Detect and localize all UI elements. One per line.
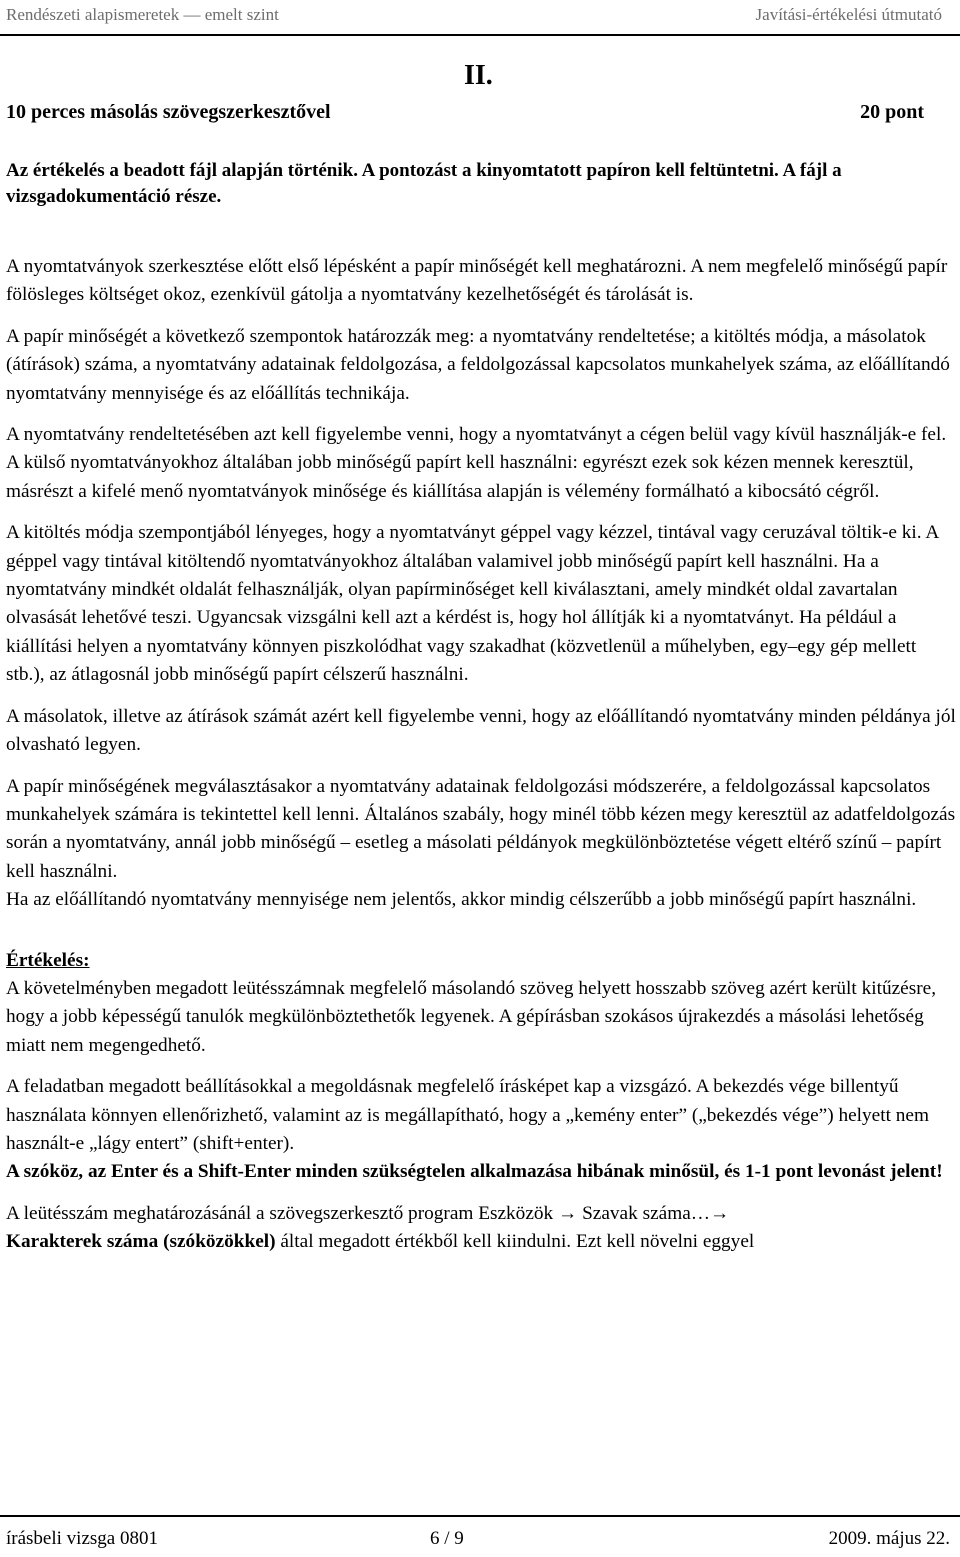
header-guide-title: Javítási-értékelési útmutató — [755, 5, 942, 24]
header-subject: Rendészeti alapismeretek — emelt szint — [6, 5, 279, 24]
paragraph-5: A másolatok, illetve az átírások számát azért kell figyelembe venni, hogy az előállítandó nyomtatvány minden példánya jól olvasható legyen. — [6, 705, 956, 756]
evaluation-paragraph-2: A feladatban megadott beállításokkal a megoldásnak megfelelő írásképet kap a vizsgázó. A bekezdés vége billentyű használata könnyen ellenőrizhető, valamint az is megállapítható, hogy a „kemény enter” („bekezdés vége”) helyett nem használt-e „lágy entert” (shift+enter). — [6, 1076, 929, 1154]
footer-exam-code: írásbeli vizsga 0801 — [6, 1528, 158, 1549]
evaluation-paragraph-4-tail: által megadott értékből kell kiindulni. Ezt kell növelni eggyel — [275, 1231, 755, 1253]
evaluation-notice: Az értékelés a beadott fájl alapján történik. A pontozást a kinyomtatott papíron kell feltüntetni. A fájl a vizsgadokumentáció része. — [6, 160, 842, 207]
paragraph-6: A papír minőségének megválasztásakor a nyomtatvány adatainak feldolgozási módszerére, a feldolgozással kapcsolatos munkahelyek számára is tekintettel kell lenni. Általános szabály, hogy minél több kézen megy keresztül az adatfeldolgozás során a nyomtatvány, annál jobb minőségű – esetleg a másolati példányok megkülönböztetése végett eltérő színű – papírt kell használni. — [6, 775, 956, 882]
paragraph-4: A kitöltés módja szempontjából lényeges, hogy a nyomtatványt géppel vagy kézzel, tintával vagy ceruzával töltik-e ki. A géppel vagy tintával kitöltendő nyomtatványokhoz általában valamivel jobb minőségű papírt kell használni. Ha a nyomtatvány mindkét oldalát felhasználják, olyan papírminőséget kell kiválasztani, amely mindkét oldal zavartalan olvasását lehetővé teszi. Ugyancsak vizsgálni kell azt a kérdést is, hogy hol állítják ki a nyomtatványt. Ha például a kiállítási helyen a nyomtatvány könnyen piszkolódhat vagy szakadhat (közvetlenül a műhelyben, egy–egy gép mellett stb.), az átlagosnál jobb minőségű papírt célszerű használni. — [6, 522, 939, 686]
page-header — [0, 0, 960, 36]
paragraph-7: Ha az előállítandó nyomtatvány mennyisége nem jelentős, akkor mindig célszerűbb a jobb minőségű papírt használni. — [6, 889, 917, 911]
evaluation-paragraph-1: A követelményben megadott leütésszámnak megfelelő másolandó szöveg helyett hosszabb szöveg azért került kitűzésre, hogy a jobb képességű tanulók megkülönböztethetők legyenek. A gépírásban szokásos újrakezdés a másolási lehetőség miatt nem megengedhető. — [6, 977, 937, 1056]
footer-date: 2009. május 22. — [828, 1528, 950, 1549]
document-body — [6, 253, 956, 1257]
paragraph-3: A nyomtatvány rendeltetésében azt kell figyelembe venni, hogy a nyomtatványt a cégen belül vagy kívül használják-e fel. A külső nyomtatványokhoz általában jobb minőségű papírt kell használni: egyrészt ezek sok kézen mennek keresztül, másrészt a kifelé menő nyomtatványok minősége és kiállítása alapján is vélemény formálható a kibocsátó cégről. — [6, 424, 947, 502]
section-number: II. — [464, 60, 493, 91]
task-points: 20 pont — [860, 101, 924, 123]
evaluation-rule: A szóköz, az Enter és a Shift-Enter minden szükségtelen alkalmazása hibának minősül, és 1-1 pont levonást jelent! — [6, 1161, 943, 1183]
footer-page-number: 6 / 9 — [430, 1528, 464, 1549]
evaluation-heading: Értékelés: — [6, 949, 90, 971]
footer-divider — [0, 1515, 960, 1517]
paragraph-1: A nyomtatványok szerkesztése előtt első lépésként a papír minőségét kell meghatározni. A nem megfelelő minőségű papír fölösleges költséget okoz, ezenkívül gátolja a nyomtatvány kezelhetőségét és tárolását is. — [6, 256, 948, 306]
paragraph-2: A papír minőségét a következő szempontok határozzák meg: a nyomtatvány rendeltetése; a kitöltés módja, a másolatok (átírások) száma, a nyomtatvány adatainak feldolgozása, a feldolgozással kapcsolatos munkahelyek száma, az előállítandó nyomtatvány mennyisége és az előállítás technikája. — [6, 325, 950, 404]
header-divider — [0, 34, 960, 36]
task-title: 10 perces másolás szövegszerkesztővel — [6, 101, 331, 123]
evaluation-paragraph-4 — [6, 1200, 956, 1257]
character-count-label: Karakterek száma (szóközökkel) — [6, 1231, 276, 1253]
menu-path-text: A leütésszám meghatározásánál a szövegszerkesztő program Eszközök → Szavak száma…→ — [6, 1202, 730, 1224]
